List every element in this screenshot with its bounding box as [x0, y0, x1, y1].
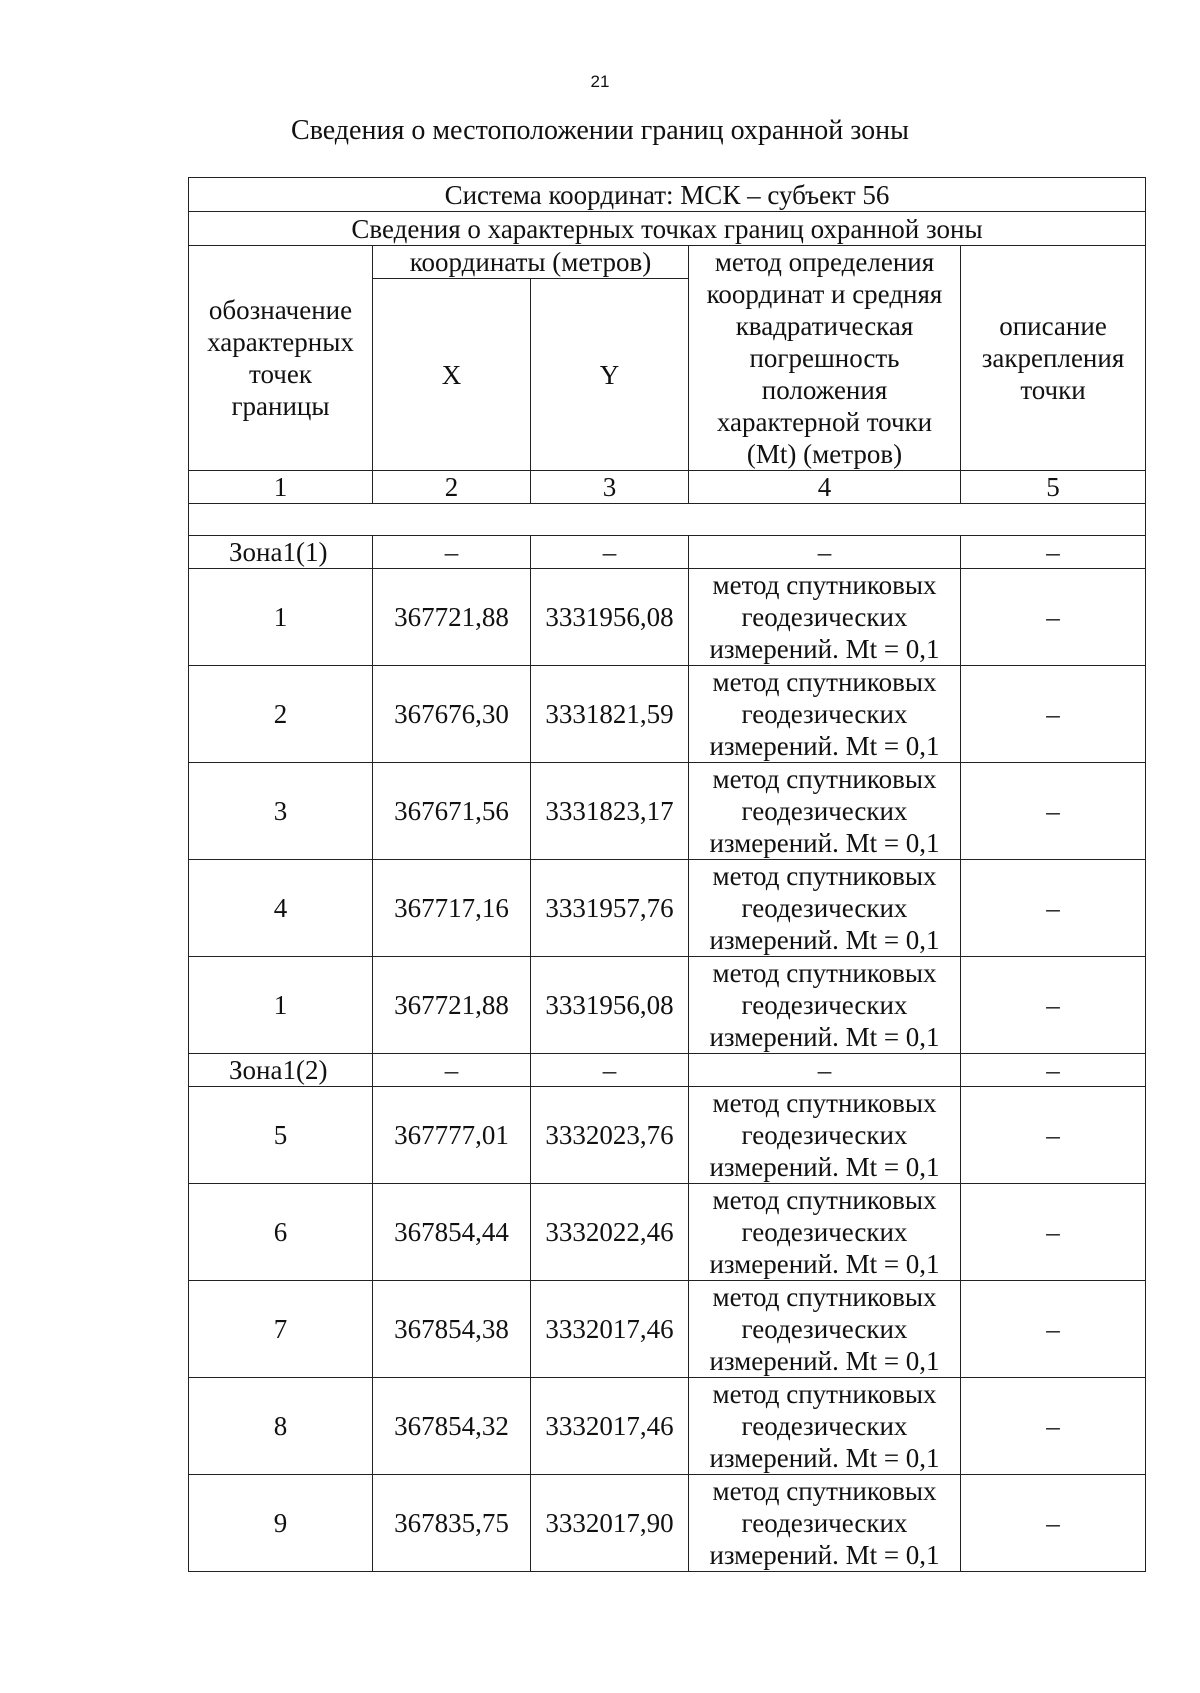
zone-name: Зона1(1) — [189, 536, 373, 569]
header-coordinates: координаты (метров) — [373, 246, 689, 279]
coord-x: 367854,32 — [373, 1378, 531, 1475]
method-line: метод спутниковых — [712, 958, 937, 988]
method-line: геодезических — [741, 602, 908, 632]
point-id: 8 — [189, 1378, 373, 1475]
coord-y: 3332023,76 — [531, 1087, 689, 1184]
table-row — [189, 666, 1146, 763]
method-cell — [689, 763, 961, 860]
point-id: 7 — [189, 1281, 373, 1378]
method-line: измерений. Mt = 0,1 — [709, 1540, 940, 1570]
column-number: 1 — [189, 471, 373, 504]
table-row — [189, 1281, 1146, 1378]
header-fixing-description: описание закрепления точки — [961, 246, 1146, 471]
dash-cell: – — [961, 569, 1146, 666]
method-line: геодезических — [741, 699, 908, 729]
method-line: геодезических — [741, 893, 908, 923]
method-line: метод спутниковых — [712, 1476, 937, 1506]
method-line: метод спутниковых — [712, 861, 937, 891]
method-cell — [689, 1378, 961, 1475]
method-line: измерений. Mt = 0,1 — [709, 1443, 940, 1473]
method-line: измерений. Mt = 0,1 — [709, 634, 940, 664]
zone-name: Зона1(2) — [189, 1054, 373, 1087]
table-row — [189, 569, 1146, 666]
method-line: измерений. Mt = 0,1 — [709, 1152, 940, 1182]
dash-cell: – — [961, 1184, 1146, 1281]
blank-row — [189, 504, 1146, 536]
method-cell — [689, 1475, 961, 1572]
coord-x: 367721,88 — [373, 957, 531, 1054]
dash-cell: – — [961, 1087, 1146, 1184]
point-id: 6 — [189, 1184, 373, 1281]
coord-y: 3331957,76 — [531, 860, 689, 957]
coord-y: 3332022,46 — [531, 1184, 689, 1281]
table-row — [189, 1184, 1146, 1281]
coord-x: 367854,44 — [373, 1184, 531, 1281]
method-cell — [689, 957, 961, 1054]
method-line: метод спутниковых — [712, 764, 937, 794]
method-line: геодезических — [741, 1217, 908, 1247]
coordinates-table — [188, 177, 1146, 1572]
coord-x: 367721,88 — [373, 569, 531, 666]
method-line: измерений. Mt = 0,1 — [709, 731, 940, 761]
coord-y: 3332017,46 — [531, 1378, 689, 1475]
dash-cell: – — [961, 860, 1146, 957]
dash-cell: – — [961, 957, 1146, 1054]
method-line: метод спутниковых — [712, 1379, 937, 1409]
method-line: метод спутниковых — [712, 1282, 937, 1312]
coord-y: 3331956,08 — [531, 569, 689, 666]
coord-y: 3331956,08 — [531, 957, 689, 1054]
zone-row — [189, 536, 1146, 569]
dash-cell: – — [961, 1054, 1146, 1087]
method-cell — [689, 569, 961, 666]
table-row — [189, 1378, 1146, 1475]
dash-cell: – — [961, 1378, 1146, 1475]
table-row — [189, 763, 1146, 860]
method-line: метод спутниковых — [712, 1185, 937, 1215]
dash-cell: – — [531, 536, 689, 569]
coordinate-system: Система координат: МСК – субъект 56 — [189, 178, 1146, 212]
point-id: 1 — [189, 957, 373, 1054]
dash-cell: – — [961, 1475, 1146, 1572]
method-cell — [689, 1184, 961, 1281]
column-number: 2 — [373, 471, 531, 504]
header-x: X — [373, 279, 531, 471]
method-line: метод спутниковых — [712, 570, 937, 600]
method-line: измерений. Mt = 0,1 — [709, 925, 940, 955]
method-line: геодезических — [741, 1314, 908, 1344]
method-line: геодезических — [741, 1411, 908, 1441]
coord-y: 3331821,59 — [531, 666, 689, 763]
coord-x: 367835,75 — [373, 1475, 531, 1572]
page-number: 21 — [590, 72, 610, 91]
coord-x: 367671,56 — [373, 763, 531, 860]
dash-cell: – — [961, 763, 1146, 860]
method-line: метод спутниковых — [712, 667, 937, 697]
coord-x: 367854,38 — [373, 1281, 531, 1378]
method-line: измерений. Mt = 0,1 — [709, 1022, 940, 1052]
dash-cell: – — [961, 536, 1146, 569]
method-cell — [689, 666, 961, 763]
method-line: измерений. Mt = 0,1 — [709, 1249, 940, 1279]
table-row — [189, 957, 1146, 1054]
document-title: Сведения о местоположении границ охранной зоны — [291, 115, 909, 146]
coord-y: 3332017,46 — [531, 1281, 689, 1378]
method-line: метод спутниковых — [712, 1088, 937, 1118]
method-cell — [689, 1281, 961, 1378]
method-cell — [689, 1087, 961, 1184]
method-line: геодезических — [741, 1120, 908, 1150]
dash-cell: – — [961, 1281, 1146, 1378]
column-number: 5 — [961, 471, 1146, 504]
method-line: геодезических — [741, 990, 908, 1020]
column-number: 4 — [689, 471, 961, 504]
coord-y: 3332017,90 — [531, 1475, 689, 1572]
header-point-designation: обозначение характерных точек границы — [189, 246, 373, 471]
header-y: Y — [531, 279, 689, 471]
point-id: 5 — [189, 1087, 373, 1184]
coord-x: 367676,30 — [373, 666, 531, 763]
method-line: измерений. Mt = 0,1 — [709, 828, 940, 858]
table-subtitle: Сведения о характерных точках границ охранной зоны — [189, 212, 1146, 246]
dash-cell: – — [689, 1054, 961, 1087]
point-id: 4 — [189, 860, 373, 957]
method-cell — [689, 860, 961, 957]
coord-y: 3331823,17 — [531, 763, 689, 860]
point-id: 3 — [189, 763, 373, 860]
dash-cell: – — [531, 1054, 689, 1087]
dash-cell: – — [689, 536, 961, 569]
column-number: 3 — [531, 471, 689, 504]
point-id: 1 — [189, 569, 373, 666]
dash-cell: – — [373, 536, 531, 569]
zone-row — [189, 1054, 1146, 1087]
method-line: геодезических — [741, 796, 908, 826]
header-method: метод определения координат и средняя квадратическая погрешность положения характерной точки (Mt) (метров) — [689, 246, 961, 471]
point-id: 2 — [189, 666, 373, 763]
method-line: измерений. Mt = 0,1 — [709, 1346, 940, 1376]
dash-cell: – — [373, 1054, 531, 1087]
table-row — [189, 1475, 1146, 1572]
coord-x: 367777,01 — [373, 1087, 531, 1184]
point-id: 9 — [189, 1475, 373, 1572]
table-row — [189, 860, 1146, 957]
coord-x: 367717,16 — [373, 860, 531, 957]
method-line: геодезических — [741, 1508, 908, 1538]
table-row — [189, 1087, 1146, 1184]
dash-cell: – — [961, 666, 1146, 763]
